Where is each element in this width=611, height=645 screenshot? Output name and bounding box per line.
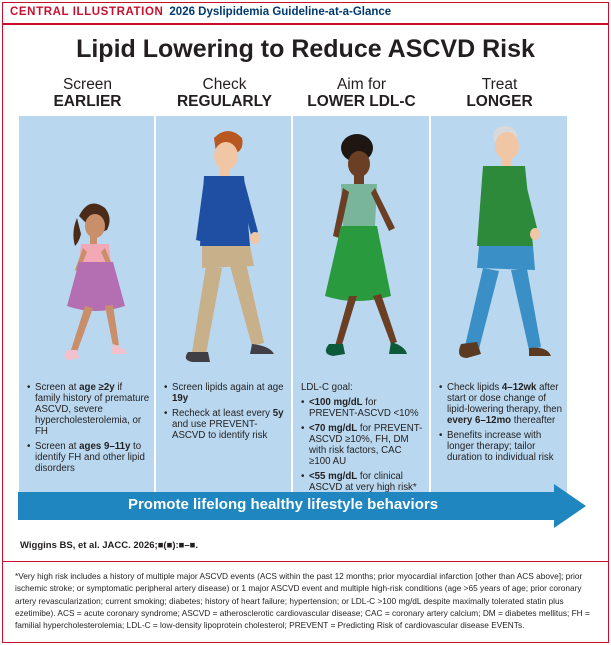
- column-heading-line2: EARLIER: [53, 93, 122, 110]
- ldl-goal-label: LDL-C goal:: [301, 382, 353, 393]
- recommendation-list: [301, 397, 425, 493]
- bullet-list: [301, 382, 425, 497]
- column-heading-line2: REGULARLY: [176, 93, 273, 110]
- column-heading-line1: Treat: [481, 76, 518, 93]
- footnote: *Very high risk includes a history of multiple major ASCVD events (ACS within the past 12 months; prior myocardial infarction [other than ACS above]; prior ischemic stroke; or symptomatic peripheral artery disease) or 1 major ASCVD event and multiple high-risk conditions (age >65 years of age; prior coronary artery revascularization; current smoking; diabetes; history of heart failure; hypertension; or LDL-C >100 mg/dL despite maximally tolerated statin plus ezetimibe). ACS = acute coronary syndrome; ASCVD = atherosclerotic cardiovascular disease; CAC = coronary artery calcium; DM = diabetes mellitus; FH = familial hypercholesterolemia; LDL-C = low-density lipoprotein cholesterol; PREVENT = Predicting Risk of cardiovascular disease EVENTs.: [15, 571, 590, 631]
- page-title: Lipid Lowering to Reduce ASCVD Risk: [76, 35, 535, 63]
- column-heading-screen: [19, 76, 156, 110]
- recommendation-item: • Screen lipids again at age 19y: [164, 382, 287, 404]
- recommendation-item: • Benefits increase with longer therapy; tailor duration to individual risk: [439, 430, 563, 463]
- bullet-list: [27, 382, 150, 478]
- recommendation-list: [439, 382, 563, 463]
- recommendation-item: • Screen at age ≥2y if family history of premature ASCVD, severe hypercholesterolemia, or FH: [27, 382, 150, 437]
- footnote-divider: [2, 561, 609, 562]
- column-heading-aim: [293, 76, 430, 110]
- recommendation-list: [27, 382, 150, 474]
- panel-aim-lower-ldl: [293, 116, 431, 494]
- recommendation-list: [164, 382, 287, 441]
- bullet-list: [439, 382, 563, 467]
- citation: Wiggins BS, et al. JACC. 2026;■(■):■–■.: [20, 540, 199, 551]
- panel-check-regularly: [156, 116, 293, 494]
- column-heading-line2: LOWER LDL-C: [307, 93, 416, 110]
- panel-treat-longer: [431, 116, 569, 494]
- girl-walking-illustration: [19, 116, 156, 378]
- recommendation-item: • Screen at ages 9–11y to identify FH and other lipid disorders: [27, 441, 150, 474]
- column-heading-check: [156, 76, 293, 110]
- lifestyle-arrow-label: Promote lifelong healthy lifestyle behaviors: [127, 496, 439, 513]
- header-divider: [2, 23, 609, 25]
- recommendation-item: • Recheck at least every 5y and use PREVENT-ASCVD to identify risk: [164, 408, 287, 441]
- column-heading-line1: Aim for: [336, 76, 387, 93]
- column-heading-line1: Screen: [62, 76, 113, 93]
- bullet-list: [164, 382, 287, 445]
- woman-walking-illustration: [293, 116, 431, 378]
- guideline-subtitle: 2026 Dyslipidemia Guideline-at-a-Glance: [169, 6, 392, 18]
- recommendation-item: • <55 mg/dL for clinical ASCVD at very high risk*: [301, 471, 425, 493]
- recommendation-item: • Check lipids 4–12wk after start or dose change of lipid-lowering therapy, then every 6–12mo thereafter: [439, 382, 563, 426]
- recommendation-item: • <100 mg/dL for PREVENT-ASCVD <10%: [301, 397, 425, 419]
- central-illustration-label: CENTRAL ILLUSTRATION: [10, 6, 164, 18]
- panel-screen-earlier: [19, 116, 156, 494]
- column-heading-line1: Check: [202, 76, 247, 93]
- header: [10, 6, 391, 18]
- column-heading-treat: [431, 76, 568, 110]
- older-man-walking-illustration: [431, 116, 569, 378]
- teen-walking-illustration: [156, 116, 293, 378]
- recommendation-item: • <70 mg/dL for PREVENT-ASCVD ≥10%, FH, DM with risk factors, CAC ≥100 AU: [301, 423, 425, 467]
- column-heading-line2: LONGER: [466, 93, 533, 110]
